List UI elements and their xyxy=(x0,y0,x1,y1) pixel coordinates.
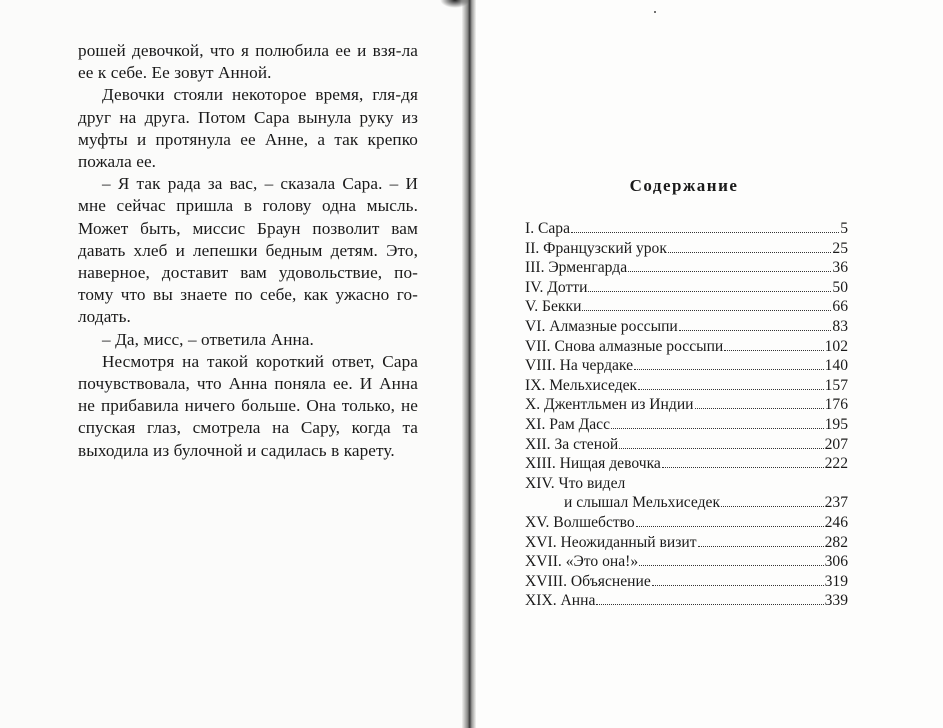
toc-page: 207 xyxy=(824,435,848,453)
toc-entry xyxy=(525,533,848,553)
toc-leader xyxy=(636,514,824,527)
toc-label: XII. За стеной xyxy=(525,435,619,453)
toc-entry xyxy=(525,356,848,376)
toc-page: 102 xyxy=(824,337,848,355)
toc-label: III. Эрменгарда xyxy=(525,259,628,277)
toc-page: 246 xyxy=(824,513,848,531)
toc-leader xyxy=(695,397,824,410)
toc-leader xyxy=(639,553,823,566)
toc-leader xyxy=(698,534,824,547)
toc-label: V. Бекки xyxy=(525,298,582,316)
toc-label: IV. Дотти xyxy=(525,278,588,296)
toc-page: 157 xyxy=(824,376,848,394)
toc-page: 25 xyxy=(832,239,848,257)
toc-entry xyxy=(525,415,848,435)
toc-page: 83 xyxy=(832,317,848,335)
paragraph: Девочки стояли некоторое время, гля-дя друг на друга. Потом Сара вынула руку из муфты и протянула ее Анне, а так крепко пожала ее. xyxy=(78,85,418,172)
story-text xyxy=(78,40,418,462)
toc-entry xyxy=(525,219,848,239)
toc-leader xyxy=(588,279,831,292)
toc-leader xyxy=(638,377,823,390)
toc-entry xyxy=(525,376,848,396)
toc-leader xyxy=(652,573,824,586)
toc-page: 140 xyxy=(824,357,848,375)
toc-entry xyxy=(525,474,848,494)
paragraph: – Я так рада за вас, – сказала Сара. – И мне сейчас пришла в голову одна мысль. Может быть, миссис Браун позволит вам давать хлеб и лепешки бедным детям. Это, наверное, доставит вам удовольствие, по-тому что вы знаете по себе, как ужасно го-лодать. xyxy=(78,174,418,327)
toc-entry xyxy=(525,493,848,513)
paragraph: Несмотря на такой короткий ответ, Сара почувствовала, что Анна поняла ее. И Анна не прибавила ничего больше. Она только, не спуская глаз, смотрела на Сару, когда та выходила из булочной и садилась в карету. xyxy=(78,351,418,460)
toc-label: XIII. Нищая девочка xyxy=(525,455,661,473)
toc-leader xyxy=(634,357,824,370)
toc-label: XIX. Анна xyxy=(525,592,596,610)
toc-entry xyxy=(525,513,848,533)
toc-entry xyxy=(525,591,848,611)
toc-entry xyxy=(525,454,848,474)
toc-page: 282 xyxy=(824,533,848,551)
print-speck xyxy=(654,11,656,13)
toc-title: Содержание xyxy=(629,176,739,195)
toc-leader xyxy=(628,260,831,273)
toc-label: IX. Мельхиседек xyxy=(525,376,638,394)
toc-leader xyxy=(582,299,831,312)
toc-entry xyxy=(525,572,848,592)
toc-entry xyxy=(525,258,848,278)
toc-label: I. Сара xyxy=(525,220,571,237)
toc-label: XVII. «Это она!» xyxy=(525,553,639,571)
toc-label: II. Французский урок xyxy=(525,239,667,257)
paragraph: рошей девочкой, что я полюбила ее и взя-ла ее к себе. Ее зовут Анной. xyxy=(78,41,418,83)
toc-leader xyxy=(724,338,823,351)
toc-page: 176 xyxy=(824,396,848,414)
toc-entry xyxy=(525,297,848,317)
toc-label: X. Джентльмен из Индии xyxy=(525,396,694,414)
toc-leader xyxy=(679,318,832,331)
toc-entry xyxy=(525,278,848,298)
toc-entry xyxy=(525,317,848,337)
toc-page: 306 xyxy=(824,553,848,571)
toc-page: 222 xyxy=(824,455,848,473)
toc-page: 66 xyxy=(832,298,848,316)
toc-label: VII. Снова алмазные россыпи xyxy=(525,337,724,355)
toc-page: 5 xyxy=(840,220,848,237)
toc-label: XIV. Что видел xyxy=(525,474,626,492)
toc-leader xyxy=(668,240,831,253)
toc-label: VI. Алмазные россыпи xyxy=(525,317,678,335)
toc-label: XI. Рам Дасс xyxy=(525,415,611,433)
toc-page: 339 xyxy=(824,592,848,610)
toc-leader xyxy=(721,495,824,508)
paragraph: – Да, мисс, – ответила Анна. xyxy=(102,329,314,349)
toc-leader xyxy=(619,436,823,449)
toc-entry xyxy=(525,239,848,259)
book-gutter xyxy=(462,0,476,728)
toc-page: 237 xyxy=(824,494,848,512)
toc-page: 36 xyxy=(832,259,848,277)
toc-page: 195 xyxy=(824,415,848,433)
toc-leader xyxy=(596,593,823,606)
toc-entry xyxy=(525,337,848,357)
toc-leader xyxy=(662,455,824,468)
toc-leader xyxy=(611,416,824,429)
spine-shadow xyxy=(440,0,470,8)
toc-label: XVIII. Объяснение xyxy=(525,572,651,590)
toc-label: XV. Волшебство xyxy=(525,513,635,531)
toc-label: VIII. На чердаке xyxy=(525,357,634,375)
toc-label: XVI. Неожиданный визит xyxy=(525,533,697,551)
toc-page: 50 xyxy=(832,278,848,296)
toc-entry xyxy=(525,435,848,455)
toc-page: 319 xyxy=(824,572,848,590)
toc-label: и слышал Мельхиседек xyxy=(564,494,721,512)
toc-entry xyxy=(525,552,848,572)
toc-entry xyxy=(525,395,848,415)
left-page xyxy=(0,0,466,728)
table-of-contents xyxy=(525,219,848,611)
toc-leader xyxy=(571,220,839,233)
